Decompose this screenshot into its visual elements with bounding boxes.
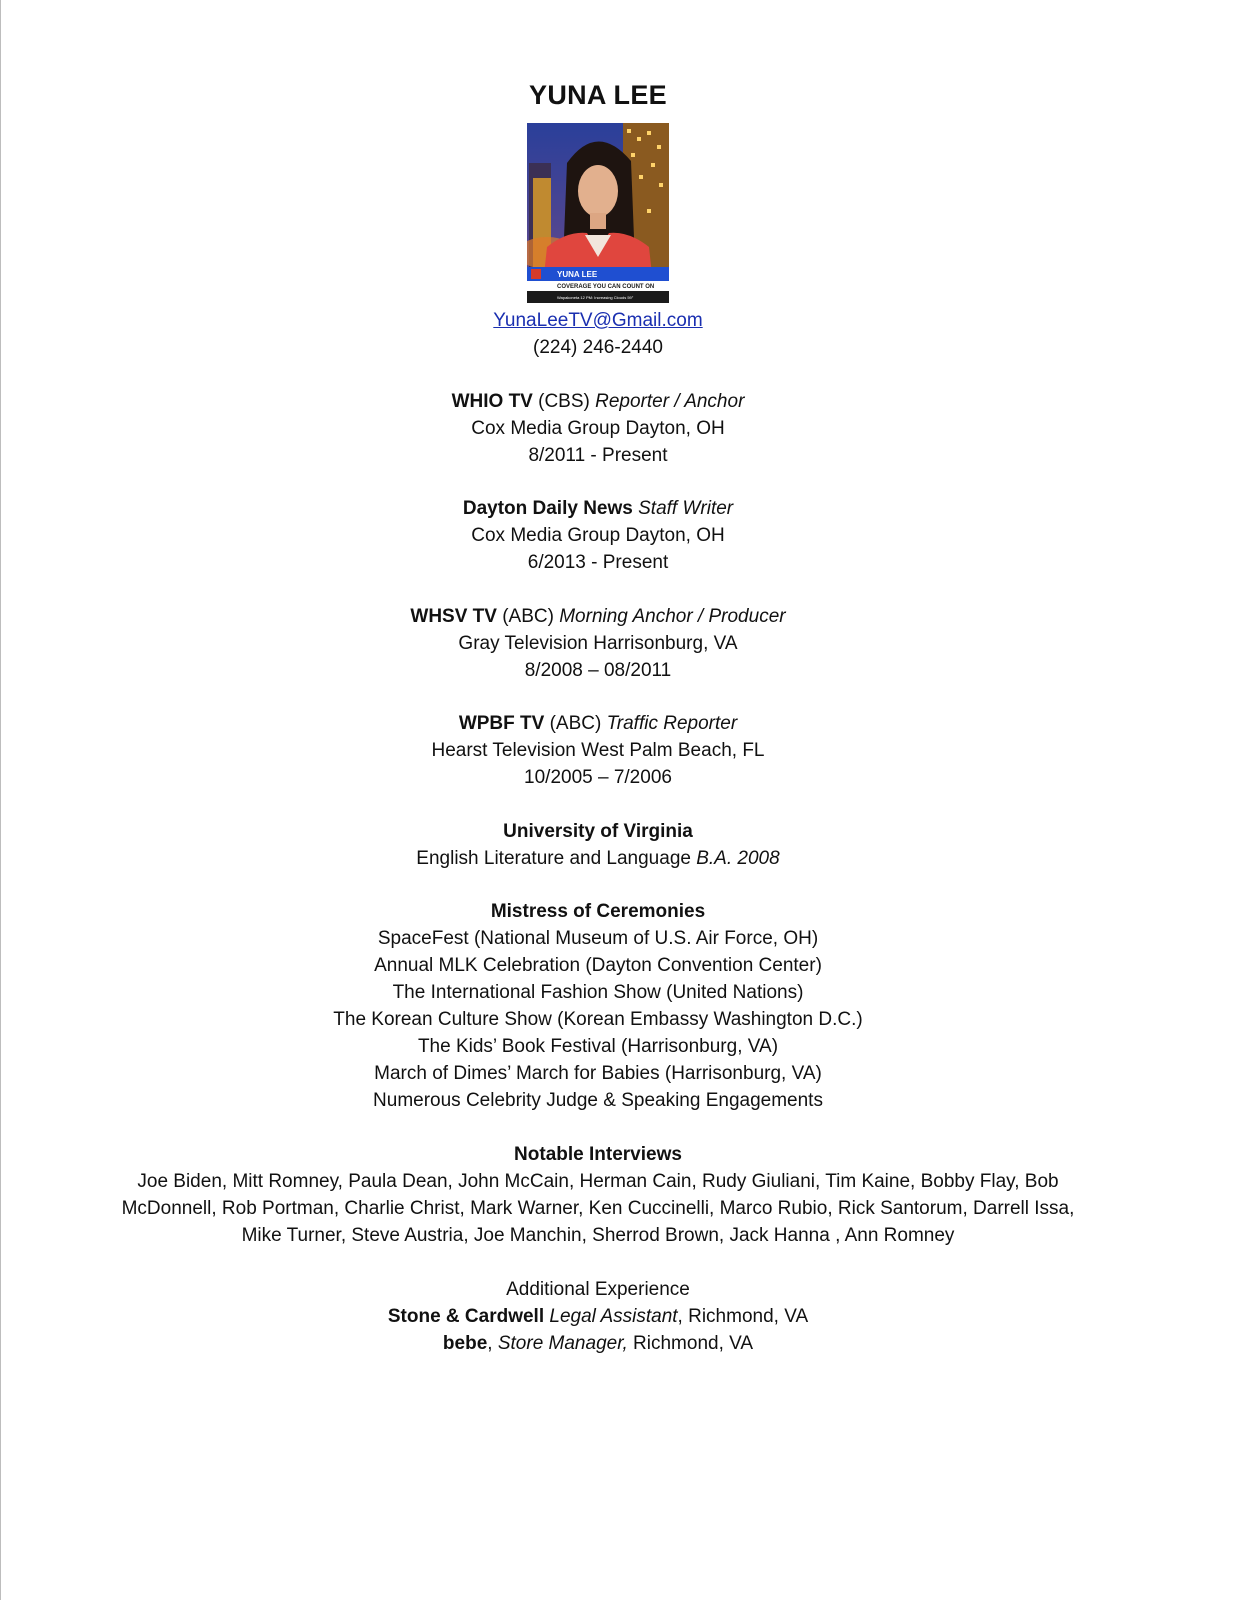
location: , Richmond, VA — [677, 1306, 809, 1327]
education-degree: B.A. 2008 — [696, 848, 780, 869]
job-title-line — [0, 710, 1196, 737]
employer: Dayton Daily News — [462, 498, 633, 519]
ceremony-item: SpaceFest (National Museum of U.S. Air Force, OH) — [377, 928, 819, 949]
employer: WHSV TV — [410, 606, 497, 627]
network: (CBS) — [532, 391, 596, 412]
job-company: Hearst Television West Palm Beach, FL — [431, 740, 765, 761]
page-border — [0, 0, 1, 1600]
ceremony-item: March of Dimes’ March for Babies (Harrisonburg, VA) — [374, 1063, 822, 1084]
additional-job — [0, 1330, 1196, 1357]
network: (ABC) — [544, 713, 607, 734]
additional-heading: Additional Experience — [506, 1279, 690, 1300]
resume-name: YUNA LEE — [529, 80, 667, 110]
separator: , — [487, 1333, 498, 1354]
job-company: Cox Media Group Dayton, OH — [471, 525, 725, 546]
job-dates: 10/2005 – 7/2006 — [524, 767, 672, 788]
location: Richmond, VA — [627, 1333, 754, 1354]
network: (ABC) — [496, 606, 560, 627]
job-company: Cox Media Group Dayton, OH — [471, 418, 725, 439]
interviews-heading: Notable Interviews — [514, 1144, 682, 1165]
contact-phone: (224) 246-2440 — [533, 337, 663, 358]
ceremony-item: The Kids’ Book Festival (Harrisonburg, VA) — [417, 1036, 779, 1057]
role: Store Manager, — [497, 1333, 628, 1354]
job-company: Gray Television Harrisonburg, VA — [458, 633, 738, 654]
lower-third-tagline: COVERAGE YOU CAN COUNT ON — [557, 284, 655, 290]
role: Reporter / Anchor — [595, 391, 745, 412]
ceremony-item: Annual MLK Celebration (Dayton Convention Center) — [374, 955, 822, 976]
role: Legal Assistant — [549, 1306, 678, 1327]
contact-email-line — [0, 307, 1196, 334]
education-program: English Literature and Language — [416, 848, 697, 869]
employer: Stone & Cardwell — [387, 1306, 545, 1327]
education-degree-line — [0, 845, 1196, 872]
email-link[interactable]: YunaLeeTV@Gmail.com — [493, 310, 703, 331]
job-title-line — [0, 495, 1196, 522]
ceremony-item: Numerous Celebrity Judge & Speaking Engagements — [373, 1090, 823, 1111]
role: Traffic Reporter — [606, 713, 738, 734]
employer: WPBF TV — [458, 713, 545, 734]
lower-third-name: YUNA LEE — [557, 270, 598, 279]
interviews-line: Joe Biden, Mitt Romney, Paula Dean, John McCain, Herman Cain, Rudy Giuliani, Tim Kaine, Bobby Flay, Bob — [137, 1171, 1059, 1192]
ceremony-item: The Korean Culture Show (Korean Embassy Washington D.C.) — [333, 1009, 863, 1030]
role: Staff Writer — [638, 498, 734, 519]
interviews-line: Mike Turner, Steve Austria, Joe Manchin, Sherrod Brown, Jack Hanna , Ann Romney — [241, 1225, 955, 1246]
additional-job — [0, 1303, 1196, 1330]
employer: WHIO TV — [451, 391, 533, 412]
job-dates: 6/2013 - Present — [527, 552, 669, 573]
job-title-line — [0, 388, 1196, 415]
employer: bebe — [442, 1333, 488, 1354]
interviews-line: McDonnell, Rob Portman, Charlie Christ, Mark Warner, Ken Cuccinelli, Marco Rubio, Rick Santorum, Darrell Issa, — [121, 1198, 1075, 1219]
role: Morning Anchor / Producer — [559, 606, 786, 627]
education-school: University of Virginia — [503, 821, 693, 842]
job-dates: 8/2011 - Present — [528, 445, 668, 466]
ceremonies-heading: Mistress of Ceremonies — [490, 901, 706, 922]
job-title-line — [0, 603, 1196, 630]
lower-third-ticker: Wapakoneta 12 PM: Increasing Clouds 59° — [557, 295, 634, 300]
job-dates: 8/2008 – 08/2011 — [524, 660, 672, 681]
ceremony-item: The International Fashion Show (United Nations) — [392, 982, 804, 1003]
headshot-photo — [527, 123, 669, 303]
